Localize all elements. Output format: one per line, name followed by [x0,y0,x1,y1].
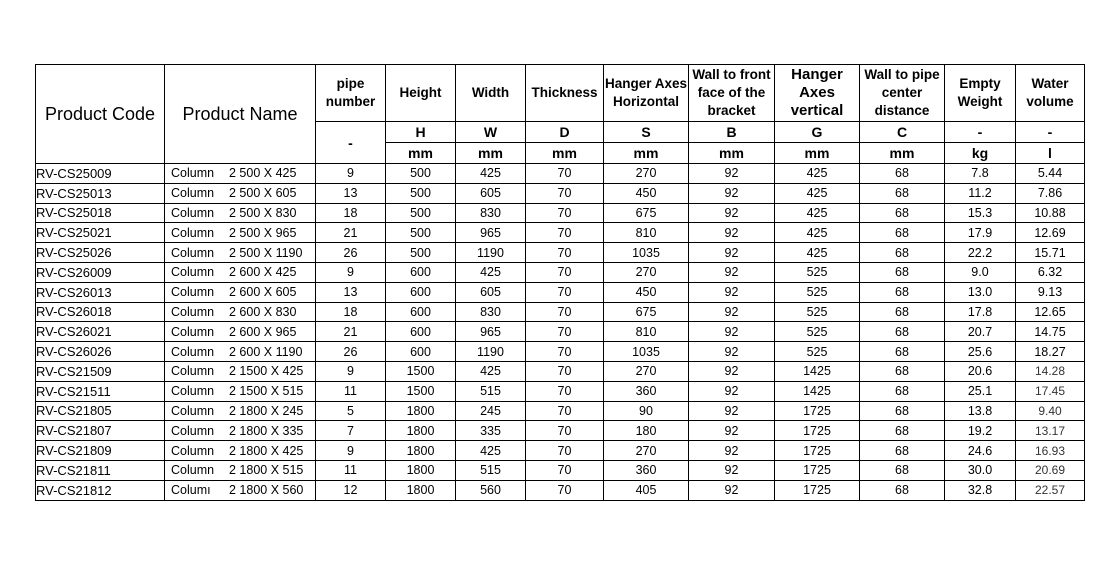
unit-width: mm [456,143,526,164]
unit-wall-front: mm [689,143,775,164]
cell-thickness: 70 [526,164,604,184]
product-type: Column [171,285,215,300]
product-dimensions: 2 600 X 1190 [229,344,303,359]
cell-thickness: 70 [526,302,604,322]
cell-product-code: RV-CS21511 [36,381,165,401]
cell-water-volume: 12.69 [1016,223,1085,243]
cell-pipe-number: 18 [316,203,386,223]
cell-hanger-vertical: 525 [775,322,860,342]
cell-product-name [165,243,316,263]
unit-wall-center: mm [860,143,945,164]
cell-wall-front: 92 [689,164,775,184]
cell-empty-weight: 17.8 [945,302,1016,322]
cell-height: 600 [386,322,456,342]
header-product-name: Product Name [165,65,316,164]
cell-hanger-horizontal: 270 [604,262,689,282]
cell-product-code: RV-CS21812 [36,480,165,500]
unit-empty-weight: kg [945,143,1016,164]
product-dimensions: 2 1500 X 515 [229,384,304,399]
table-body [36,164,1085,501]
cell-wall-center: 68 [860,302,945,322]
cell-empty-weight: 20.6 [945,361,1016,381]
table-row [36,441,1085,461]
cell-pipe-number: 13 [316,183,386,203]
cell-wall-center: 68 [860,460,945,480]
cell-width: 830 [456,203,526,223]
cell-pipe-number: 26 [316,243,386,263]
cell-water-volume: 15.71 [1016,243,1085,263]
symbol-hanger-vertical: G [775,122,860,143]
table-row [36,302,1085,322]
cell-wall-center: 68 [860,223,945,243]
cell-hanger-vertical: 1725 [775,460,860,480]
cell-thickness: 70 [526,183,604,203]
unit-height: mm [386,143,456,164]
table-row [36,243,1085,263]
cell-width: 425 [456,361,526,381]
product-type: Column [171,443,215,458]
cell-thickness: 70 [526,421,604,441]
cell-wall-center: 68 [860,361,945,381]
cell-wall-front: 92 [689,361,775,381]
product-type: Column [171,324,215,339]
cell-empty-weight: 22.2 [945,243,1016,263]
cell-hanger-horizontal: 810 [604,223,689,243]
product-type: Column [171,225,215,240]
cell-product-name [165,361,316,381]
table-row [36,322,1085,342]
cell-pipe-number: 7 [316,421,386,441]
cell-hanger-vertical: 525 [775,282,860,302]
cell-height: 500 [386,243,456,263]
symbol-hanger-horizontal: S [604,122,689,143]
cell-product-name [165,401,316,421]
cell-height: 1800 [386,460,456,480]
cell-width: 335 [456,421,526,441]
symbol-pipe-number: - [316,122,386,164]
cell-pipe-number: 9 [316,164,386,184]
product-type: Column [171,304,215,319]
cell-hanger-horizontal: 450 [604,282,689,302]
cell-hanger-vertical: 1725 [775,441,860,461]
cell-hanger-horizontal: 360 [604,460,689,480]
cell-product-code: RV-CS26009 [36,262,165,282]
cell-height: 600 [386,342,456,362]
cell-height: 500 [386,183,456,203]
header-height: Height [386,65,456,122]
product-dimensions: 2 600 X 425 [229,265,297,280]
product-dimensions: 2 500 X 605 [229,186,297,201]
table-row [36,203,1085,223]
cell-product-name [165,421,316,441]
header-product-code: Product Code [36,65,165,164]
cell-pipe-number: 21 [316,322,386,342]
cell-hanger-vertical: 425 [775,223,860,243]
cell-water-volume: 18.27 [1016,342,1085,362]
cell-width: 245 [456,401,526,421]
cell-hanger-vertical: 425 [775,203,860,223]
cell-wall-front: 92 [689,480,775,500]
cell-hanger-vertical: 525 [775,342,860,362]
cell-empty-weight: 13.0 [945,282,1016,302]
cell-hanger-horizontal: 675 [604,203,689,223]
cell-height: 500 [386,203,456,223]
cell-product-name [165,381,316,401]
cell-height: 1800 [386,441,456,461]
cell-height: 600 [386,302,456,322]
cell-hanger-vertical: 525 [775,302,860,322]
product-type: Column [171,205,215,220]
product-type: Column [171,265,215,280]
cell-product-name [165,480,316,500]
cell-product-code: RV-CS21509 [36,361,165,381]
cell-product-name [165,183,316,203]
cell-empty-weight: 17.9 [945,223,1016,243]
product-type: Column [171,166,215,181]
header-thickness: Thickness [526,65,604,122]
cell-pipe-number: 21 [316,223,386,243]
product-type: Column [171,245,215,260]
cell-product-code: RV-CS26026 [36,342,165,362]
header-water-volume: Water volume [1016,65,1085,122]
table-row [36,223,1085,243]
cell-empty-weight: 20.7 [945,322,1016,342]
unit-hanger-horizontal: mm [604,143,689,164]
cell-wall-center: 68 [860,164,945,184]
cell-hanger-vertical: 1425 [775,361,860,381]
header-width: Width [456,65,526,122]
table-row [36,342,1085,362]
cell-empty-weight: 11.2 [945,183,1016,203]
cell-product-name [165,203,316,223]
cell-wall-front: 92 [689,302,775,322]
symbol-height: H [386,122,456,143]
product-dimensions: 2 1800 X 335 [229,423,304,438]
cell-empty-weight: 9.0 [945,262,1016,282]
cell-thickness: 70 [526,322,604,342]
symbol-empty-weight: - [945,122,1016,143]
cell-wall-front: 92 [689,262,775,282]
cell-thickness: 70 [526,480,604,500]
unit-thickness: mm [526,143,604,164]
cell-wall-front: 92 [689,322,775,342]
cell-product-code: RV-CS21805 [36,401,165,421]
cell-wall-front: 92 [689,421,775,441]
cell-product-code: RV-CS25026 [36,243,165,263]
unit-hanger-vertical: mm [775,143,860,164]
cell-hanger-horizontal: 360 [604,381,689,401]
product-dimensions: 2 500 X 1190 [229,245,303,260]
cell-product-code: RV-CS21811 [36,460,165,480]
cell-hanger-horizontal: 180 [604,421,689,441]
cell-product-name [165,441,316,461]
cell-pipe-number: 13 [316,282,386,302]
table-row [36,282,1085,302]
cell-product-code: RV-CS26021 [36,322,165,342]
cell-pipe-number: 11 [316,381,386,401]
header-hanger-horizontal: Hanger Axes Horizontal [604,65,689,122]
cell-width: 515 [456,460,526,480]
header-wall-front: Wall to front face of the bracket [689,65,775,122]
cell-water-volume: 20.69 [1016,460,1085,480]
unit-water-volume: l [1016,143,1085,164]
cell-hanger-horizontal: 405 [604,480,689,500]
cell-wall-front: 92 [689,243,775,263]
cell-width: 425 [456,164,526,184]
cell-water-volume: 16.93 [1016,441,1085,461]
product-type: Columı [171,483,211,498]
cell-wall-center: 68 [860,401,945,421]
cell-thickness: 70 [526,401,604,421]
cell-product-code: RV-CS25013 [36,183,165,203]
table-row [36,262,1085,282]
table-row [36,164,1085,184]
cell-hanger-horizontal: 1035 [604,342,689,362]
cell-product-code: RV-CS26018 [36,302,165,322]
cell-hanger-horizontal: 450 [604,183,689,203]
cell-wall-center: 68 [860,282,945,302]
cell-hanger-vertical: 1725 [775,421,860,441]
product-type: Column [171,364,215,379]
cell-height: 1800 [386,480,456,500]
cell-wall-center: 68 [860,480,945,500]
cell-product-name [165,262,316,282]
cell-product-name [165,282,316,302]
cell-height: 1500 [386,381,456,401]
cell-product-name [165,302,316,322]
cell-thickness: 70 [526,460,604,480]
cell-water-volume: 13.17 [1016,421,1085,441]
table-row [36,361,1085,381]
product-type: Column [171,384,215,399]
cell-empty-weight: 30.0 [945,460,1016,480]
cell-product-name [165,223,316,243]
cell-empty-weight: 25.6 [945,342,1016,362]
header-pipe-number: pipe number [316,65,386,122]
cell-product-code: RV-CS21807 [36,421,165,441]
cell-pipe-number: 5 [316,401,386,421]
cell-wall-center: 68 [860,421,945,441]
cell-hanger-horizontal: 1035 [604,243,689,263]
product-dimensions: 2 500 X 965 [229,225,297,240]
cell-wall-center: 68 [860,243,945,263]
symbol-wall-center: C [860,122,945,143]
cell-pipe-number: 11 [316,460,386,480]
cell-thickness: 70 [526,282,604,302]
cell-thickness: 70 [526,441,604,461]
header-hanger-vertical: Hanger Axes vertical [775,65,860,122]
table-row [36,183,1085,203]
cell-wall-front: 92 [689,282,775,302]
product-type: Column [171,423,215,438]
cell-product-code: RV-CS21809 [36,441,165,461]
product-dimensions: 2 1500 X 425 [229,364,304,379]
product-dimensions: 2 500 X 830 [229,205,297,220]
cell-empty-weight: 19.2 [945,421,1016,441]
cell-width: 965 [456,322,526,342]
cell-hanger-vertical: 1725 [775,480,860,500]
cell-wall-front: 92 [689,441,775,461]
cell-thickness: 70 [526,203,604,223]
symbol-thickness: D [526,122,604,143]
cell-wall-center: 68 [860,441,945,461]
cell-hanger-horizontal: 90 [604,401,689,421]
symbol-wall-front: B [689,122,775,143]
cell-thickness: 70 [526,243,604,263]
cell-width: 1190 [456,243,526,263]
cell-width: 605 [456,282,526,302]
cell-product-name [165,322,316,342]
cell-empty-weight: 15.3 [945,203,1016,223]
cell-empty-weight: 24.6 [945,441,1016,461]
cell-height: 600 [386,262,456,282]
product-dimensions: 2 1800 X 245 [229,403,304,418]
cell-thickness: 70 [526,381,604,401]
cell-wall-center: 68 [860,322,945,342]
cell-pipe-number: 18 [316,302,386,322]
table-row [36,401,1085,421]
cell-water-volume: 10.88 [1016,203,1085,223]
product-type: Column [171,186,215,201]
cell-water-volume: 17.45 [1016,381,1085,401]
product-dimensions: 2 600 X 605 [229,285,297,300]
cell-wall-center: 68 [860,342,945,362]
header-empty-weight: Empty Weight [945,65,1016,122]
cell-wall-front: 92 [689,460,775,480]
cell-water-volume: 5.44 [1016,164,1085,184]
cell-hanger-horizontal: 675 [604,302,689,322]
cell-height: 1800 [386,421,456,441]
cell-product-code: RV-CS25021 [36,223,165,243]
cell-width: 515 [456,381,526,401]
table-row [36,480,1085,500]
table-row [36,460,1085,480]
cell-product-code: RV-CS25009 [36,164,165,184]
cell-product-code: RV-CS25018 [36,203,165,223]
cell-hanger-vertical: 425 [775,183,860,203]
cell-height: 1800 [386,401,456,421]
cell-wall-center: 68 [860,203,945,223]
cell-width: 830 [456,302,526,322]
cell-pipe-number: 9 [316,441,386,461]
cell-thickness: 70 [526,361,604,381]
cell-hanger-vertical: 425 [775,243,860,263]
cell-width: 560 [456,480,526,500]
cell-width: 965 [456,223,526,243]
cell-product-code: RV-CS26013 [36,282,165,302]
cell-thickness: 70 [526,342,604,362]
cell-water-volume: 9.13 [1016,282,1085,302]
cell-thickness: 70 [526,262,604,282]
cell-thickness: 70 [526,223,604,243]
cell-pipe-number: 12 [316,480,386,500]
cell-water-volume: 9.40 [1016,401,1085,421]
symbol-water-volume: - [1016,122,1085,143]
product-dimensions: 2 600 X 830 [229,304,297,319]
cell-wall-center: 68 [860,262,945,282]
cell-water-volume: 22.57 [1016,480,1085,500]
cell-wall-front: 92 [689,203,775,223]
cell-empty-weight: 32.8 [945,480,1016,500]
cell-pipe-number: 9 [316,361,386,381]
cell-pipe-number: 9 [316,262,386,282]
cell-width: 1190 [456,342,526,362]
cell-hanger-horizontal: 810 [604,322,689,342]
cell-wall-front: 92 [689,401,775,421]
cell-wall-center: 68 [860,183,945,203]
cell-hanger-vertical: 525 [775,262,860,282]
symbol-width: W [456,122,526,143]
cell-water-volume: 12.65 [1016,302,1085,322]
cell-wall-front: 92 [689,223,775,243]
cell-height: 600 [386,282,456,302]
product-dimensions: 2 600 X 965 [229,324,297,339]
table-row [36,421,1085,441]
cell-water-volume: 7.86 [1016,183,1085,203]
cell-height: 500 [386,164,456,184]
cell-width: 605 [456,183,526,203]
cell-height: 500 [386,223,456,243]
product-type: Column [171,344,215,359]
cell-empty-weight: 7.8 [945,164,1016,184]
cell-hanger-vertical: 1725 [775,401,860,421]
cell-width: 425 [456,262,526,282]
product-dimensions: 2 1800 X 425 [229,443,304,458]
cell-pipe-number: 26 [316,342,386,362]
cell-hanger-horizontal: 270 [604,441,689,461]
cell-hanger-vertical: 425 [775,164,860,184]
cell-empty-weight: 25.1 [945,381,1016,401]
cell-wall-front: 92 [689,381,775,401]
product-dimensions: 2 1800 X 560 [229,483,304,498]
cell-width: 425 [456,441,526,461]
product-type: Column [171,463,215,478]
cell-wall-center: 68 [860,381,945,401]
cell-height: 1500 [386,361,456,381]
cell-empty-weight: 13.8 [945,401,1016,421]
cell-wall-front: 92 [689,183,775,203]
cell-wall-front: 92 [689,342,775,362]
spec-table [35,64,1085,501]
cell-product-name [165,460,316,480]
product-dimensions: 2 1800 X 515 [229,463,304,478]
cell-hanger-horizontal: 270 [604,361,689,381]
product-type: Column [171,403,215,418]
cell-product-name [165,342,316,362]
cell-hanger-vertical: 1425 [775,381,860,401]
cell-hanger-horizontal: 270 [604,164,689,184]
cell-water-volume: 14.28 [1016,361,1085,381]
product-dimensions: 2 500 X 425 [229,166,297,181]
header-wall-center: Wall to pipe center distance [860,65,945,122]
cell-water-volume: 6.32 [1016,262,1085,282]
cell-water-volume: 14.75 [1016,322,1085,342]
table-row [36,381,1085,401]
cell-product-name [165,164,316,184]
